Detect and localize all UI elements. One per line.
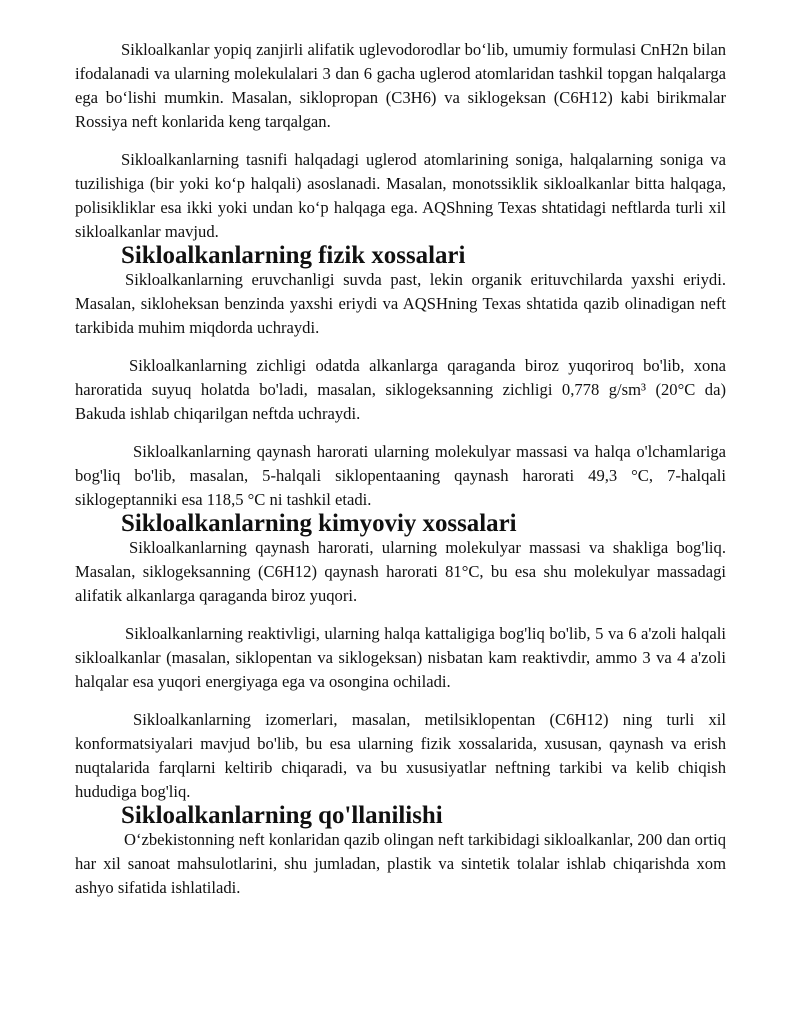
chemical-paragraph-3: Sikloalkanlarning izomerlari, masalan, metilsiklopentan (C6H12) ning turli xil konformatsiyalari mavjud bo'lib, bu esa ularning fizik xossalarida, xususan, qaynash va erish nuqtalarida farqlarni keltirib chiqaradi, va bu xususiyatlar neftning tarkibi va kelib chiqish hududiga bog'liq. (75, 710, 726, 801)
chemical-properties-heading: Sikloalkanlarning kimyoviy xossalari (121, 510, 517, 537)
physical-paragraph-1: Sikloalkanlarning eruvchanligi suvda past, lekin organik erituvchilarda yaxshi eriydi. Masalan, sikloheksan benzinda yaxshi eriydi va AQSHning Texas shtatida qazib olinadigan neft tarkibida muhim miqdorda uchraydi. (75, 270, 726, 337)
usage-heading: Sikloalkanlarning qo'llanilishi (121, 802, 443, 829)
intro-paragraph-2: Sikloalkanlarning tasnifi halqadagi uglerod atomlarining soniga, halqalarning soniga va tuzilishiga (bir yoki ko‘p halqali) asoslanadi. Masalan, monotssiklik sikloalkanlar bitta halqaga, polisikliklar esa ikki yoki undan ko‘p halqaga ega. AQShning Texas shtatidagi neftlarda turli xil sikloalkanlar mavjud. (75, 150, 726, 241)
physical-paragraph-2: Sikloalkanlarning zichligi odatda alkanlarga qaraganda biroz yuqoriroq bo'lib, xona haroratida suyuq holatda bo'ladi, masalan, siklogeksanning zichligi 0,778 g/sm³ (20°C da) Bakuda ishlab chiqarilgan neftda uchraydi. (75, 356, 726, 423)
document-page (75, 38, 726, 900)
physical-properties-heading: Sikloalkanlarning fizik xossalari (121, 242, 466, 269)
usage-paragraph-1: O‘zbekistonning neft konlaridan qazib olingan neft tarkibidagi sikloalkanlar, 200 dan ortiq har xil sanoat mahsulotlarini, shu jumladan, plastik va sintetik tolalar ishlab chiqarishda xom ashyo sifatida ishlatiladi. (75, 830, 726, 897)
intro-paragraph-1: Sikloalkanlar yopiq zanjirli alifatik uglevodorodlar bo‘lib, umumiy formulasi CnH2n bilan ifodalanadi va ularning molekulalari 3 dan 6 gacha uglerod atomlaridan tashkil topgan halqalarga ega bo‘lishi mumkin. Masalan, siklopropan (C3H6) va siklogeksan (C6H12) kabi birikmalar Rossiya neft konlarida keng tarqalgan. (75, 40, 726, 131)
chemical-paragraph-1: Sikloalkanlarning qaynash harorati, ularning molekulyar massasi va shakliga bog'liq. Masalan, siklogeksanning (C6H12) qaynash harorati 81°C, bu esa shu molekulyar massadagi alifatik alkanlarga qaraganda biroz yuqori. (75, 538, 726, 605)
chemical-paragraph-2: Sikloalkanlarning reaktivligi, ularning halqa kattaligiga bog'liq bo'lib, 5 va 6 a'zoli halqali sikloalkanlar (masalan, siklopentan va siklogeksan) nisbatan kam reaktivdir, ammo 3 va 4 a'zoli halqalar esa yuqori energiyaga ega va osongina ochiladi. (75, 624, 726, 691)
physical-paragraph-3: Sikloalkanlarning qaynash harorati ularning molekulyar massasi va halqa o'lchamlariga bog'liq bo'lib, masalan, 5-halqali siklopentaaning qaynash harorati 49,3 °C, 7-halqali siklogeptanniki esa 118,5 °C ni tashkil etadi. (75, 442, 726, 509)
